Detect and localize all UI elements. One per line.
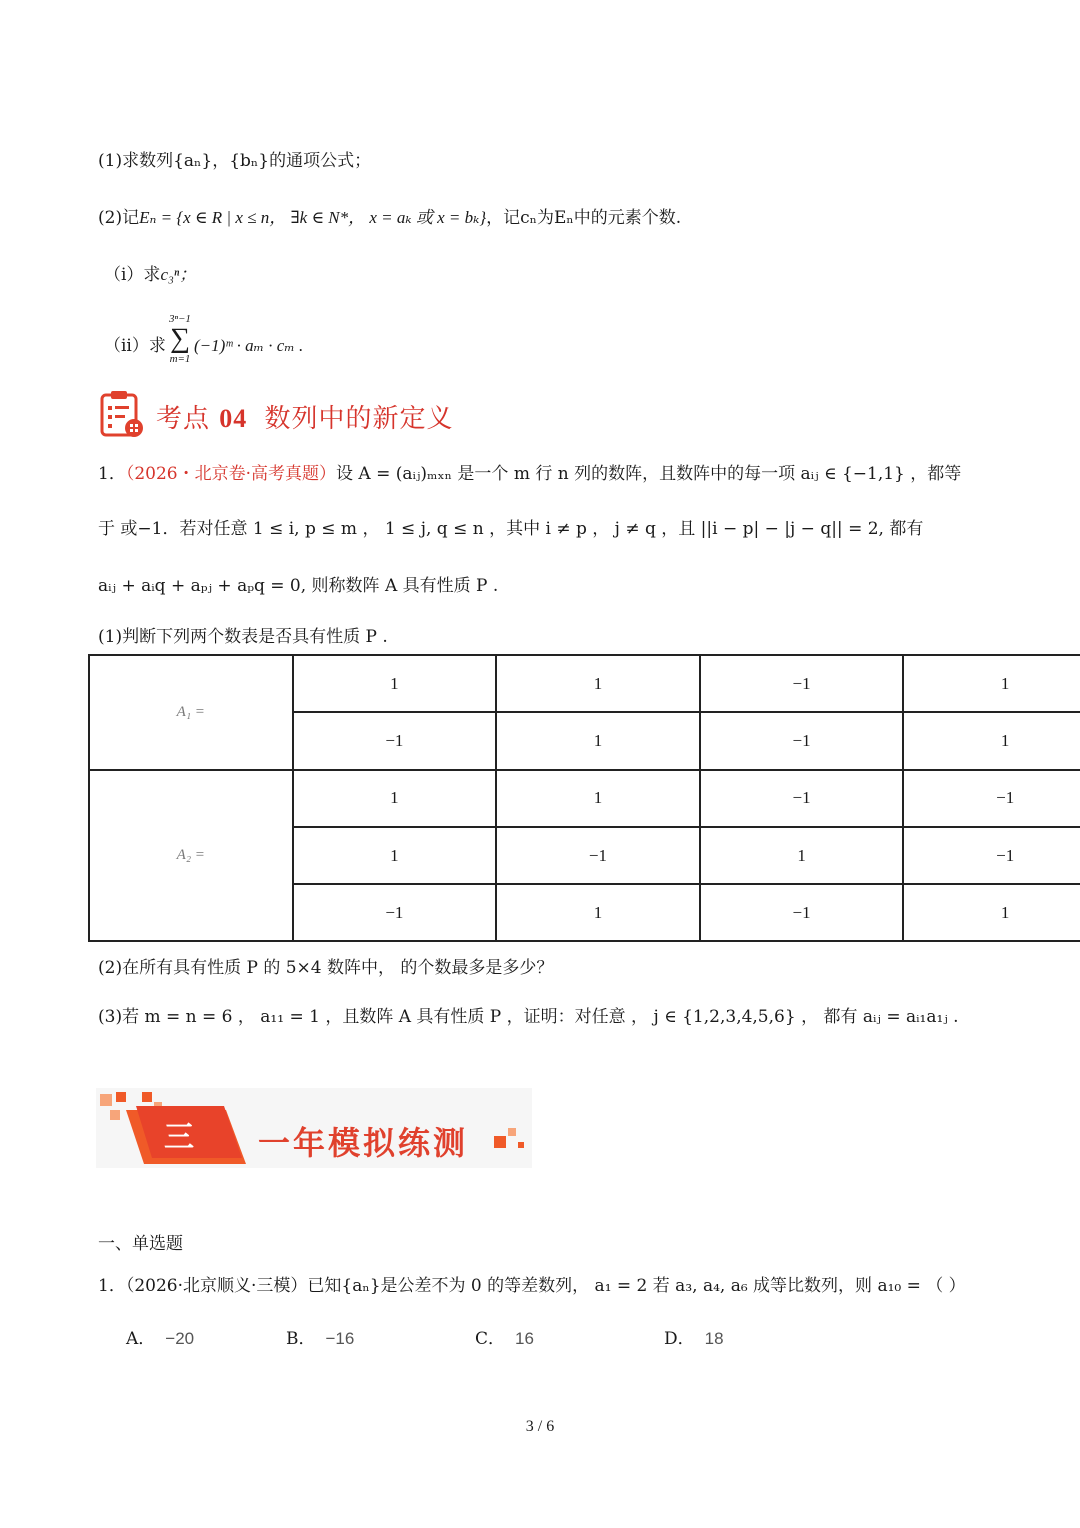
q2-line1 [98, 462, 961, 486]
table-row [89, 655, 1080, 712]
option-c-value: 16 [515, 1329, 534, 1348]
section-banner [96, 1088, 532, 1168]
section-number: 04 [219, 404, 248, 433]
matrix-table [88, 654, 1080, 942]
table-cell: 1 [903, 884, 1080, 941]
sum-body: (−1)ᵐ · aₘ · cₘ . [194, 336, 304, 355]
table-cell: −1 [700, 884, 904, 941]
table-cell: 1 [496, 770, 700, 827]
table-cell: −1 [700, 712, 904, 769]
clipboard-icon [98, 389, 146, 439]
q2-line3: aᵢⱼ + aᵢq + aₚⱼ + aₚq = 0, 则称数阵 A 具有性质 P . [98, 576, 499, 596]
option-c[interactable] [475, 1324, 534, 1349]
option-d-label: D． [664, 1329, 695, 1349]
q1-part2-prefix: (2)记 [98, 208, 140, 228]
matrix-a2-label: A₂ = [89, 770, 293, 942]
q1-part2-set: Eₙ = {x ∈ R | x ≤ n， ∃k ∈ N*， x = aₖ 或 x = bₖ} [139, 208, 487, 227]
table-cell: 1 [496, 712, 700, 769]
table-cell: 1 [496, 884, 700, 941]
q1-part1: (1)求数列{aₙ}，{bₙ}的通项公式； [98, 151, 372, 171]
mc-question [98, 1274, 966, 1298]
q2-part2: (2)在所有具有性质 P 的 5×4 数阵中， 的个数最多是多少？ [98, 958, 554, 978]
option-b-value: −16 [325, 1329, 355, 1348]
table-cell: 1 [903, 712, 1080, 769]
option-b[interactable] [286, 1324, 354, 1349]
q2-line2: 于 或−1．若对任意 1 ≤ i, p ≤ m ， 1 ≤ j, q ≤ n ，其中 i ≠ p ， j ≠ q ，且 ||i − p| − |j − q|| = 2, 都有 [98, 519, 924, 539]
q2-line1-text: 设 A = (aᵢⱼ)ₘₓₙ 是一个 m 行 n 列的数阵，且数阵中的每一项 aᵢⱼ ∈ {−1,1} ，都等 [336, 464, 962, 484]
option-a-label: A． [126, 1329, 156, 1349]
table-row [89, 770, 1080, 827]
single-choice-heading: 一、单选题 [98, 1234, 183, 1254]
table-cell: −1 [293, 884, 497, 941]
table-cell: −1 [903, 827, 1080, 884]
table-cell: 1 [903, 655, 1080, 712]
q2-part1: (1)判断下列两个数表是否具有性质 P . [98, 627, 388, 647]
q2-number: 1． [98, 464, 126, 484]
table-cell: 1 [700, 827, 904, 884]
banner-numeral: 三 [164, 1120, 197, 1155]
q1-sub-i [104, 263, 196, 287]
table-cell: −1 [496, 827, 700, 884]
table-cell: 1 [293, 770, 497, 827]
option-a-value: −20 [165, 1329, 195, 1348]
table-cell: −1 [700, 770, 904, 827]
q1-sub-ii-label: （ii）求 [104, 336, 166, 356]
q2-source: （2026・北京卷·高考真题） [125, 464, 336, 484]
table-cell: −1 [903, 770, 1080, 827]
option-d-value: 18 [704, 1329, 724, 1348]
table-cell: 1 [293, 827, 497, 884]
mc-question-number: 1． [98, 1276, 126, 1296]
table-cell: −1 [293, 712, 497, 769]
banner-title: 一年模拟练测 [258, 1124, 469, 1162]
q1-part2-suffix: ，记cₙ为Eₙ中的元素个数. [486, 208, 682, 228]
mc-question-text: 已知{aₙ}是公差不为 0 的等差数列， a₁ = 2 若 a₃, a₄, a₆ 成等比数列，则 a₁₀ = （ ） [307, 1276, 966, 1296]
option-c-label: C． [475, 1329, 506, 1349]
table-cell: −1 [700, 655, 904, 712]
table-cell: 1 [496, 655, 700, 712]
sum-upper-limit: 3ⁿ−1 [169, 313, 191, 325]
sum-lower-limit: m=1 [169, 353, 191, 365]
section-prefix: 考点 [156, 404, 211, 434]
option-b-label: B． [286, 1329, 316, 1349]
banner-squares-icon [494, 1126, 530, 1156]
matrix-a1-label: A₁ = [89, 655, 293, 770]
q1-sub-i-expr: c₃ⁿ； [160, 265, 197, 284]
table-cell: 1 [293, 655, 497, 712]
section-name: 数列中的新定义 [264, 404, 454, 434]
q1-sub-ii [104, 334, 166, 358]
page-number: 3 / 6 [525, 1418, 555, 1435]
option-d[interactable] [664, 1324, 724, 1349]
q1-sub-i-label: （i）求 [104, 265, 161, 285]
mc-question-source: （2026·北京顺义·三模） [125, 1276, 308, 1296]
option-a[interactable] [126, 1324, 194, 1349]
q1-part2 [98, 206, 681, 230]
sigma-icon: ∑ [170, 323, 190, 354]
q2-part3: (3)若 m = n = 6 ， a₁₁ = 1 ，且数阵 A 具有性质 P ，证明：对任意 ， j ∈ {1,2,3,4,5,6} ， 都有 aᵢⱼ = aᵢ₁a₁ⱼ . [98, 1007, 959, 1027]
sum-symbol [168, 313, 192, 365]
section-title [156, 398, 454, 435]
